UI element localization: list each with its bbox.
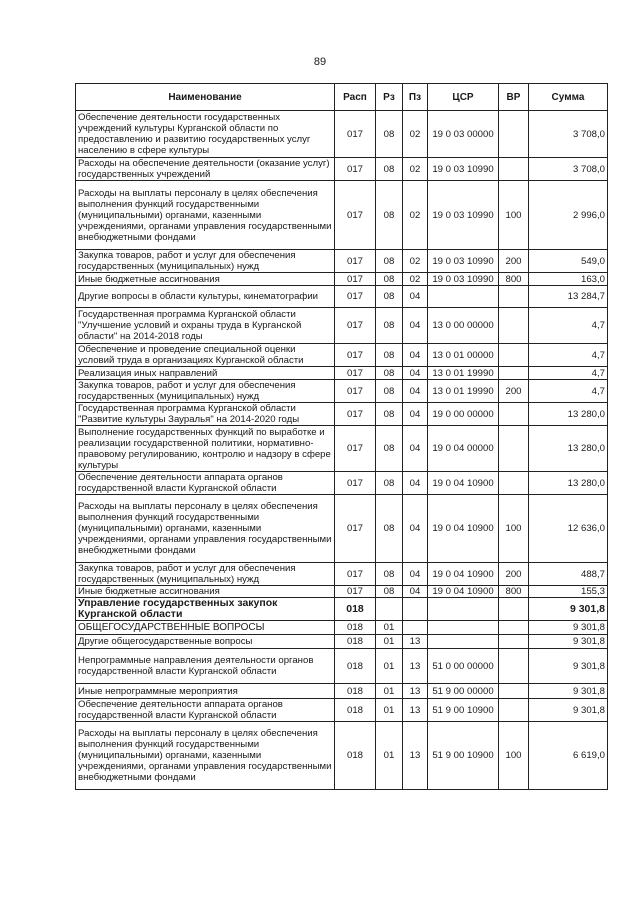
cell-rz: 08 <box>376 586 403 598</box>
cell-sum: 3 708,0 <box>529 111 608 158</box>
table-row <box>76 273 608 286</box>
cell-csr: 19 0 04 10900 <box>428 563 499 586</box>
cell-rasp: 017 <box>335 250 376 273</box>
cell-rasp: 017 <box>335 563 376 586</box>
cell-name: Иные непрограммные мероприятия <box>76 684 335 699</box>
header-row <box>76 84 608 111</box>
cell-sum: 9 301,8 <box>529 684 608 699</box>
cell-csr: 19 0 00 00000 <box>428 403 499 426</box>
cell-vr <box>499 158 529 181</box>
cell-pz: 04 <box>403 563 428 586</box>
cell-vr <box>499 684 529 699</box>
cell-rz: 08 <box>376 181 403 250</box>
cell-csr: 51 9 00 00000 <box>428 684 499 699</box>
cell-csr: 19 0 03 10990 <box>428 158 499 181</box>
cell-name: Обеспечение деятельности государственных учреждений культуры Курганской области по предоставлению и развитию государственных услуг населению в сфере культуры <box>76 111 335 158</box>
cell-rasp: 018 <box>335 598 376 621</box>
cell-pz <box>403 621 428 635</box>
cell-name: Реализация иных направлений <box>76 367 335 380</box>
cell-pz: 13 <box>403 649 428 684</box>
cell-rasp: 018 <box>335 649 376 684</box>
cell-name: Обеспечение и проведение специальной оценки условий труда в организациях Курганской области <box>76 344 335 367</box>
cell-csr: 13 0 01 19990 <box>428 367 499 380</box>
cell-csr: 51 9 00 10900 <box>428 699 499 722</box>
cell-pz: 04 <box>403 344 428 367</box>
cell-rasp: 018 <box>335 684 376 699</box>
table-row <box>76 250 608 273</box>
cell-rasp: 017 <box>335 380 376 403</box>
cell-name: Расходы на выплаты персоналу в целях обеспечения выполнения функций государственными (муниципальными) органами, казенными учреждениями, органами управления государственными внебюджетными фондами <box>76 722 335 790</box>
cell-sum: 2 996,0 <box>529 181 608 250</box>
cell-sum: 13 280,0 <box>529 403 608 426</box>
cell-sum: 3 708,0 <box>529 158 608 181</box>
cell-pz: 02 <box>403 250 428 273</box>
table-row <box>76 684 608 699</box>
cell-pz: 13 <box>403 684 428 699</box>
cell-name: Расходы на выплаты персоналу в целях обеспечения выполнения функций государственными (муниципальными) органами, казенными учреждениями, органами управления государственными внебюджетными фондами <box>76 181 335 250</box>
cell-rz: 08 <box>376 308 403 344</box>
cell-rasp: 017 <box>335 273 376 286</box>
cell-sum: 9 301,8 <box>529 649 608 684</box>
cell-name: Закупка товаров, работ и услуг для обеспечения государственных (муниципальных) нужд <box>76 380 335 403</box>
cell-name: Обеспечение деятельности аппарата органов государственной власти Курганской области <box>76 472 335 495</box>
table-row <box>76 286 608 308</box>
cell-pz: 04 <box>403 367 428 380</box>
table-row <box>76 380 608 403</box>
cell-rz: 01 <box>376 621 403 635</box>
table-row <box>76 495 608 563</box>
cell-pz: 13 <box>403 635 428 649</box>
cell-csr <box>428 286 499 308</box>
cell-sum: 4,7 <box>529 344 608 367</box>
cell-name: Выполнение государственных функций по выработке и реализации государственной политики, нормативно-правовому регулированию, контролю и надзору в сфере культуры <box>76 426 335 472</box>
cell-pz: 04 <box>403 403 428 426</box>
cell-rasp: 017 <box>335 308 376 344</box>
cell-vr: 100 <box>499 181 529 250</box>
cell-pz: 02 <box>403 158 428 181</box>
cell-vr <box>499 598 529 621</box>
cell-rz: 01 <box>376 649 403 684</box>
table-row <box>76 621 608 635</box>
cell-rasp: 017 <box>335 181 376 250</box>
cell-rasp: 018 <box>335 621 376 635</box>
cell-rz: 01 <box>376 699 403 722</box>
cell-rasp: 017 <box>335 286 376 308</box>
cell-csr: 19 0 04 10900 <box>428 586 499 598</box>
cell-rz: 08 <box>376 158 403 181</box>
table-row <box>76 426 608 472</box>
cell-pz: 02 <box>403 111 428 158</box>
cell-sum: 13 284,7 <box>529 286 608 308</box>
cell-vr <box>499 111 529 158</box>
cell-csr: 19 0 04 10900 <box>428 472 499 495</box>
cell-vr <box>499 403 529 426</box>
cell-sum: 4,7 <box>529 380 608 403</box>
cell-rz <box>376 598 403 621</box>
table-row <box>76 699 608 722</box>
cell-pz: 04 <box>403 495 428 563</box>
cell-sum: 13 280,0 <box>529 426 608 472</box>
cell-vr <box>499 699 529 722</box>
cell-rasp: 017 <box>335 158 376 181</box>
cell-vr <box>499 367 529 380</box>
cell-rz: 08 <box>376 344 403 367</box>
cell-pz: 04 <box>403 426 428 472</box>
cell-csr: 13 0 00 00000 <box>428 308 499 344</box>
cell-name: Расходы на обеспечение деятельности (оказание услуг) государственных учреждений <box>76 158 335 181</box>
table-row <box>76 586 608 598</box>
cell-rz: 08 <box>376 426 403 472</box>
cell-rz: 01 <box>376 722 403 790</box>
cell-pz: 02 <box>403 273 428 286</box>
cell-rasp: 017 <box>335 426 376 472</box>
table-row <box>76 344 608 367</box>
cell-vr: 200 <box>499 563 529 586</box>
table-row <box>76 403 608 426</box>
cell-csr: 19 0 03 10990 <box>428 181 499 250</box>
cell-rz: 08 <box>376 563 403 586</box>
cell-rz: 08 <box>376 286 403 308</box>
cell-rasp: 018 <box>335 635 376 649</box>
cell-pz: 04 <box>403 308 428 344</box>
cell-pz <box>403 598 428 621</box>
cell-rz: 08 <box>376 403 403 426</box>
cell-vr <box>499 286 529 308</box>
table-row <box>76 472 608 495</box>
table-row <box>76 158 608 181</box>
cell-rz: 08 <box>376 472 403 495</box>
cell-name: Управление государственных закупок Курганской области <box>76 598 335 621</box>
cell-name: Закупка товаров, работ и услуг для обеспечения государственных (муниципальных) нужд <box>76 250 335 273</box>
cell-name: Государственная программа Курганской области "Развитие культуры Зауралья" на 2014-2020 годы <box>76 403 335 426</box>
cell-csr <box>428 621 499 635</box>
cell-csr: 19 0 04 10900 <box>428 495 499 563</box>
cell-vr: 100 <box>499 495 529 563</box>
cell-rasp: 017 <box>335 367 376 380</box>
cell-vr: 800 <box>499 586 529 598</box>
cell-sum: 155,3 <box>529 586 608 598</box>
cell-name: Другие вопросы в области культуры, кинематографии <box>76 286 335 308</box>
header-rz: Рз <box>376 84 403 111</box>
cell-csr: 19 0 03 00000 <box>428 111 499 158</box>
cell-name: Обеспечение деятельности аппарата органов государственной власти Курганской области <box>76 699 335 722</box>
table-row <box>76 111 608 158</box>
cell-vr: 200 <box>499 250 529 273</box>
cell-csr <box>428 635 499 649</box>
cell-name: Непрограммные направления деятельности органов государственной власти Курганской области <box>76 649 335 684</box>
header-sum: Сумма <box>529 84 608 111</box>
budget-table <box>75 83 608 790</box>
cell-rasp: 018 <box>335 722 376 790</box>
cell-pz: 04 <box>403 286 428 308</box>
cell-sum: 549,0 <box>529 250 608 273</box>
table-row <box>76 722 608 790</box>
table-row <box>76 635 608 649</box>
table-body <box>76 111 608 790</box>
cell-vr <box>499 426 529 472</box>
cell-vr <box>499 621 529 635</box>
cell-name: Иные бюджетные ассигнования <box>76 273 335 286</box>
cell-sum: 9 301,8 <box>529 598 608 621</box>
cell-pz: 02 <box>403 181 428 250</box>
cell-sum: 488,7 <box>529 563 608 586</box>
cell-rz: 08 <box>376 250 403 273</box>
cell-sum: 4,7 <box>529 308 608 344</box>
table-row <box>76 181 608 250</box>
cell-rz: 08 <box>376 111 403 158</box>
cell-csr: 19 0 04 00000 <box>428 426 499 472</box>
cell-rz: 01 <box>376 635 403 649</box>
cell-rasp: 017 <box>335 344 376 367</box>
cell-name: ОБЩЕГОСУДАРСТВЕННЫЕ ВОПРОСЫ <box>76 621 335 635</box>
cell-sum: 13 280,0 <box>529 472 608 495</box>
page-number: 89 <box>313 56 327 68</box>
cell-vr: 100 <box>499 722 529 790</box>
cell-name: Другие общегосударственные вопросы <box>76 635 335 649</box>
cell-csr: 51 0 00 00000 <box>428 649 499 684</box>
cell-rz: 08 <box>376 367 403 380</box>
cell-sum: 6 619,0 <box>529 722 608 790</box>
cell-sum: 9 301,8 <box>529 699 608 722</box>
cell-csr: 51 9 00 10900 <box>428 722 499 790</box>
cell-rasp: 017 <box>335 111 376 158</box>
header-pz: Пз <box>403 84 428 111</box>
cell-rasp: 017 <box>335 403 376 426</box>
cell-csr: 19 0 03 10990 <box>428 250 499 273</box>
cell-pz: 13 <box>403 722 428 790</box>
cell-pz: 04 <box>403 380 428 403</box>
cell-vr <box>499 344 529 367</box>
cell-name: Государственная программа Курганской области "Улучшение условий и охраны труда в Курганской области" на 2014-2018 годы <box>76 308 335 344</box>
cell-name: Закупка товаров, работ и услуг для обеспечения государственных (муниципальных) нужд <box>76 563 335 586</box>
cell-csr: 13 0 01 19990 <box>428 380 499 403</box>
header-vr: ВР <box>499 84 529 111</box>
cell-csr: 19 0 03 10990 <box>428 273 499 286</box>
cell-rasp: 018 <box>335 699 376 722</box>
cell-pz: 04 <box>403 586 428 598</box>
cell-csr: 13 0 01 00000 <box>428 344 499 367</box>
cell-rz: 08 <box>376 380 403 403</box>
cell-name: Иные бюджетные ассигнования <box>76 586 335 598</box>
cell-vr <box>499 635 529 649</box>
cell-rz: 08 <box>376 273 403 286</box>
cell-vr <box>499 472 529 495</box>
cell-rasp: 017 <box>335 472 376 495</box>
cell-sum: 9 301,8 <box>529 635 608 649</box>
cell-csr <box>428 598 499 621</box>
cell-rz: 01 <box>376 684 403 699</box>
table-row <box>76 367 608 380</box>
table-row <box>76 563 608 586</box>
table-row <box>76 308 608 344</box>
cell-pz: 13 <box>403 699 428 722</box>
header-csr: ЦСР <box>428 84 499 111</box>
cell-sum: 9 301,8 <box>529 621 608 635</box>
cell-name: Расходы на выплаты персоналу в целях обеспечения выполнения функций государственными (муниципальными) органами, казенными учреждениями, органами управления государственными внебюджетными фондами <box>76 495 335 563</box>
table-row <box>76 598 608 621</box>
cell-pz: 04 <box>403 472 428 495</box>
cell-rz: 08 <box>376 495 403 563</box>
table-row <box>76 649 608 684</box>
header-rasp: Расп <box>335 84 376 111</box>
cell-vr <box>499 649 529 684</box>
cell-vr: 200 <box>499 380 529 403</box>
cell-rasp: 017 <box>335 495 376 563</box>
cell-sum: 4,7 <box>529 367 608 380</box>
cell-sum: 163,0 <box>529 273 608 286</box>
cell-vr: 800 <box>499 273 529 286</box>
cell-vr <box>499 308 529 344</box>
header-name: Наименование <box>76 84 335 111</box>
cell-rasp: 017 <box>335 586 376 598</box>
cell-sum: 12 636,0 <box>529 495 608 563</box>
